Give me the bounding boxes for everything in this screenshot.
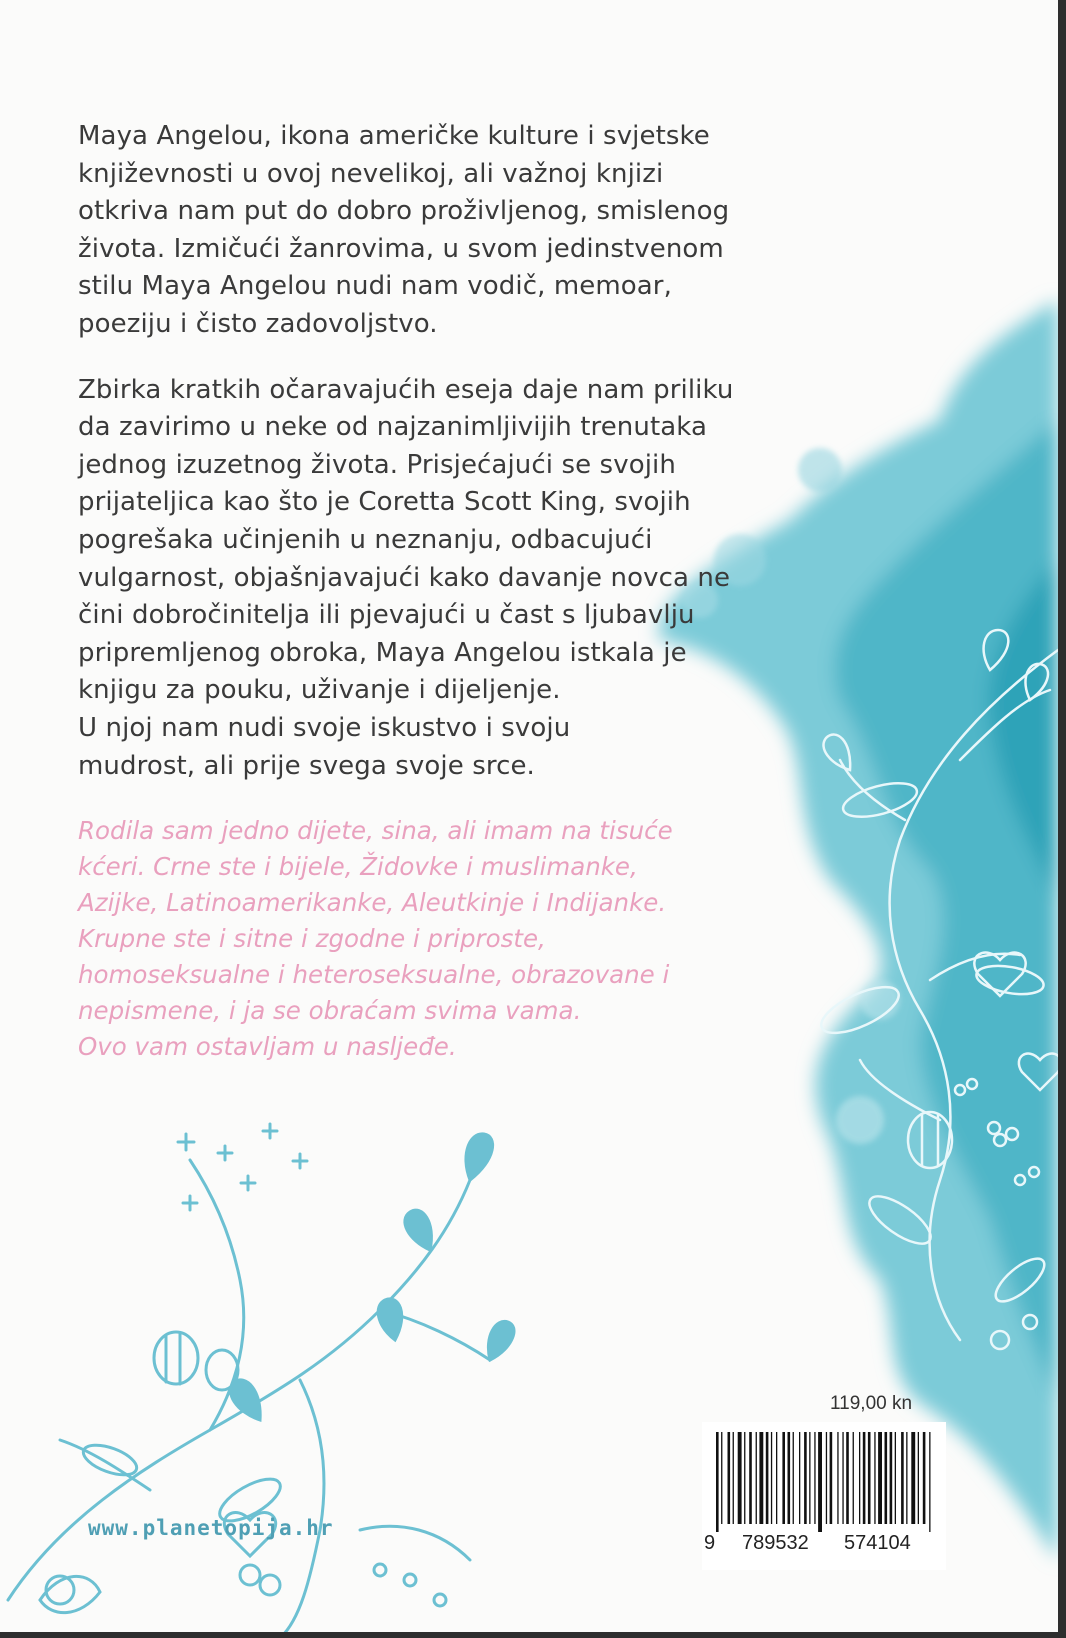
barcode-bar: [890, 1432, 893, 1524]
quote-line: Rodila sam jedno dijete, sina, ali imam na tisuće: [78, 816, 673, 846]
quote-line: Krupne ste i sitne i zgodne i priproste,: [78, 924, 546, 954]
text-line: života. Izmičući žanrovima, u svom jedinstvenom: [78, 233, 724, 264]
barcode-bar: [859, 1432, 860, 1524]
barcode-bar: [766, 1432, 769, 1524]
barcode-bar: [878, 1432, 882, 1524]
barcode-bar: [782, 1432, 785, 1524]
isbn-barcode: [702, 1422, 946, 1570]
barcode-bar: [929, 1432, 930, 1532]
barcode-bar: [809, 1432, 810, 1524]
barcode-bar: [749, 1432, 752, 1524]
barcode-bar: [756, 1432, 757, 1524]
barcode-bar: [733, 1432, 734, 1524]
quote-line: Ovo vam ostavljam u nasljeđe.: [78, 1032, 457, 1062]
quote-line: Azijke, Latinoamerikanke, Aleutkinje i Indijanke.: [78, 888, 667, 918]
barcode-bar: [788, 1432, 791, 1524]
essays-paragraph: [78, 372, 768, 786]
barcode-bar: [776, 1432, 777, 1524]
barcode-bar: [918, 1432, 919, 1524]
price-label: 119,00 kn: [830, 1393, 913, 1414]
page-edge-bottom: [0, 1632, 1066, 1638]
barcode-bar: [728, 1432, 731, 1524]
text-line: Maya Angelou, ikona američke kulture i svjetske: [78, 121, 710, 151]
text-line: pripremljenog obroka, Maya Angelou istkala je: [78, 637, 687, 668]
barcode-bar: [804, 1432, 807, 1524]
barcode-bar: [906, 1432, 907, 1524]
barcode-bar: [771, 1432, 772, 1524]
barcode-bar: [911, 1432, 915, 1524]
barcode-icon: [712, 1432, 936, 1532]
barcode-bar: [744, 1432, 745, 1524]
isbn-group-1: 789532: [742, 1532, 809, 1554]
barcode-bar: [830, 1432, 833, 1524]
barcode-bar: [885, 1432, 888, 1524]
barcode-bar: [853, 1432, 854, 1524]
quote-line: nepismene, i ja se obraćam svima vama.: [78, 996, 582, 1026]
barcode-bar: [793, 1432, 794, 1524]
barcode-bar: [799, 1432, 800, 1524]
publisher-website[interactable]: www.planetopija.hr: [88, 1516, 334, 1540]
barcode-bar: [759, 1432, 763, 1524]
text-line: pogrešaka učinjenih u neznanju, odbacujući: [78, 524, 653, 555]
text-line: poeziju i čisto zadovoljstvo.: [78, 308, 438, 339]
author-quote: [78, 813, 768, 1065]
text-line: prijateljica kao što je Coretta Scott King, svojih: [78, 487, 691, 518]
barcode-bar: [846, 1432, 849, 1524]
barcode-bar: [716, 1432, 719, 1532]
text-line: stilu Maya Angelou nudi nam vodič, memoar,: [78, 271, 672, 302]
back-cover-text: [78, 118, 768, 1065]
page-edge-right: [1058, 0, 1066, 1638]
text-line: mudrost, ali prije svega svoje srce.: [78, 750, 535, 781]
barcode-bar: [818, 1432, 822, 1532]
text-line: vulgarnost, objašnjavajući kako davanje novca ne: [78, 562, 731, 593]
barcode-bar: [895, 1432, 896, 1524]
text-line: U njoj nam nudi svoje iskustvo i svoju: [78, 712, 571, 743]
quote-line: kćeri. Crne ste i bijele, Židovke i muslimanke,: [78, 852, 638, 882]
barcode-bar: [868, 1432, 871, 1524]
text-line: knjigu za pouku, uživanje i dijeljenje.: [78, 675, 561, 706]
isbn-prefix: 9: [704, 1532, 716, 1554]
isbn-group-2: 574104: [844, 1532, 911, 1554]
text-line: otkriva nam put do dobro proživljenog, smislenog: [78, 196, 730, 227]
barcode-bar: [863, 1432, 866, 1524]
barcode-bar: [901, 1432, 904, 1524]
barcode-bar: [874, 1432, 875, 1524]
text-line: jednog izuzetnog života. Prisjećajući se svojih: [78, 449, 676, 480]
barcode-bar: [923, 1432, 926, 1524]
barcode-bar: [721, 1432, 722, 1524]
text-line: književnosti u ovoj nevelikoj, ali važnoj knjizi: [78, 158, 664, 189]
quote-line: homoseksualne i heteroseksualne, obrazovane i: [78, 960, 670, 990]
text-line: Zbirka kratkih očaravajućih eseja daje nam priliku: [78, 374, 734, 405]
intro-paragraph: [78, 118, 768, 344]
text-line: čini dobročinitelja ili pjevajući u čast s ljubavlju: [78, 600, 695, 631]
barcode-bar: [826, 1432, 827, 1524]
text-line: da zavirimo u neke od najzanimljivijih trenutaka: [78, 412, 708, 443]
barcode-bar: [842, 1432, 843, 1524]
barcode-bar: [837, 1432, 838, 1524]
barcode-bar: [814, 1432, 815, 1524]
barcode-bar: [738, 1432, 742, 1524]
